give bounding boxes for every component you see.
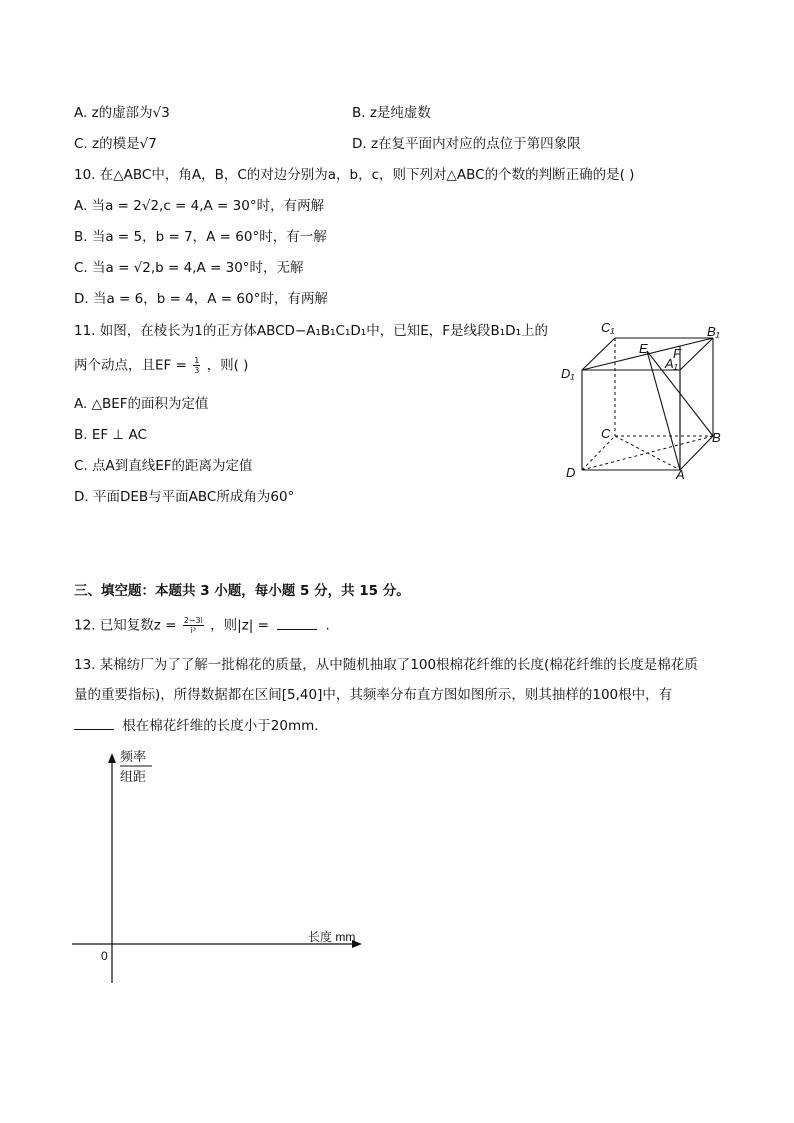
hidden-d-b (582, 436, 713, 470)
edge-a1-b1 (680, 338, 713, 370)
q11-option-d: D. 平面DEB与平面ABC所成角为60° (74, 489, 295, 505)
label-a1: A₁ (665, 356, 678, 371)
q12-post: ，则|z| = (210, 617, 269, 634)
label-b: B (712, 430, 721, 445)
cube-figure (555, 318, 735, 488)
q11-option-a: A. △BEF的面积为定值 (74, 396, 209, 412)
label-d: D (566, 465, 576, 480)
q13-answer-blank[interactable] (74, 717, 114, 730)
q11-stem-line1: 11. 如图，在棱长为1的正方体ABCD−A₁B₁C₁D₁中，已知E，F是线段B₁D₁上的 (74, 323, 548, 339)
y-axis-arrow (108, 753, 116, 763)
y-label-top: 频率 (120, 749, 147, 764)
q11-frac-den: 3 (194, 366, 200, 375)
label-e: E (639, 341, 648, 356)
q11-stem-line2 (74, 356, 248, 375)
label-d1: D₁ (561, 366, 575, 381)
q11-option-b: B. EF ⊥ AC (74, 427, 147, 443)
q12-answer-blank[interactable] (277, 617, 317, 630)
q11-frac-num: 1 (194, 356, 200, 365)
q10-option-c: C. 当a = √2,b = 4,A = 30°时，无解 (74, 260, 304, 276)
q9-option-a: A. z的虚部为√3 (74, 105, 170, 121)
q11-option-c: C. 点A到直线EF的距离为定值 (74, 458, 253, 474)
q9-option-c: C. z的模是√7 (74, 136, 157, 152)
q12-frac-den: i³ (190, 626, 197, 635)
label-c: C (601, 426, 611, 441)
q11-stem-pre: 两个动点，且EF = (74, 357, 187, 374)
section-3-title: 三、填空题：本题共 3 小题，每小题 5 分，共 15 分。 (74, 583, 410, 599)
edge-a-b (680, 436, 713, 470)
q10-option-a: A. 当a = 2√2,c = 4,A = 30°时，有两解 (74, 198, 325, 214)
q9-option-d: D. z在复平面内对应的点位于第四象限 (352, 136, 581, 152)
q12-end: . (325, 617, 330, 634)
q10-stem: 10. 在△ABC中，角A，B，C的对边分别为a，b，c，则下列对△ABC的个数的判断正确的是( ) (74, 167, 635, 183)
y-label-bottom: 组距 (120, 769, 147, 784)
x-axis-label: 长度 mm (308, 930, 356, 944)
q9-option-b: B. z是纯虚数 (352, 105, 431, 121)
q13-line1: 13. 某棉纺厂为了了解一批棉花的质量，从中随机抽取了100根棉花纤维的长度(棉花纤维的长度是棉花质 (74, 657, 698, 673)
label-a: A (676, 467, 685, 482)
q13-line2: 量的重要指标)，所得数据都在区间[5,40]中，其频率分布直方图如图所示，则其抽样的100根中，有 (74, 687, 673, 703)
q13-line3 (74, 717, 328, 735)
origin-label: 0 (101, 949, 108, 963)
q11-stem-post: ，则( ) (206, 357, 249, 374)
q12-frac-num: 2−3i (183, 616, 203, 625)
q10-option-d: D. 当a = 6，b = 4，A = 60°时，有两解 (74, 291, 328, 307)
q13-line3-text: 根在棉花纤维的长度小于20mm． (122, 718, 328, 734)
frequency-histogram (60, 745, 380, 990)
q12-fraction (183, 616, 204, 635)
label-b1: B₁ (707, 324, 720, 339)
label-c1: C₁ (601, 320, 615, 335)
edge-d1-c1 (582, 338, 615, 370)
hidden-d-c (582, 436, 615, 470)
label-f: F (673, 346, 681, 361)
q10-option-b: B. 当a = 5，b = 7，A = 60°时，有一解 (74, 229, 327, 245)
q12-pre: 12. 已知复数z = (74, 617, 177, 634)
q12 (74, 616, 330, 635)
q11-fraction (193, 356, 200, 375)
